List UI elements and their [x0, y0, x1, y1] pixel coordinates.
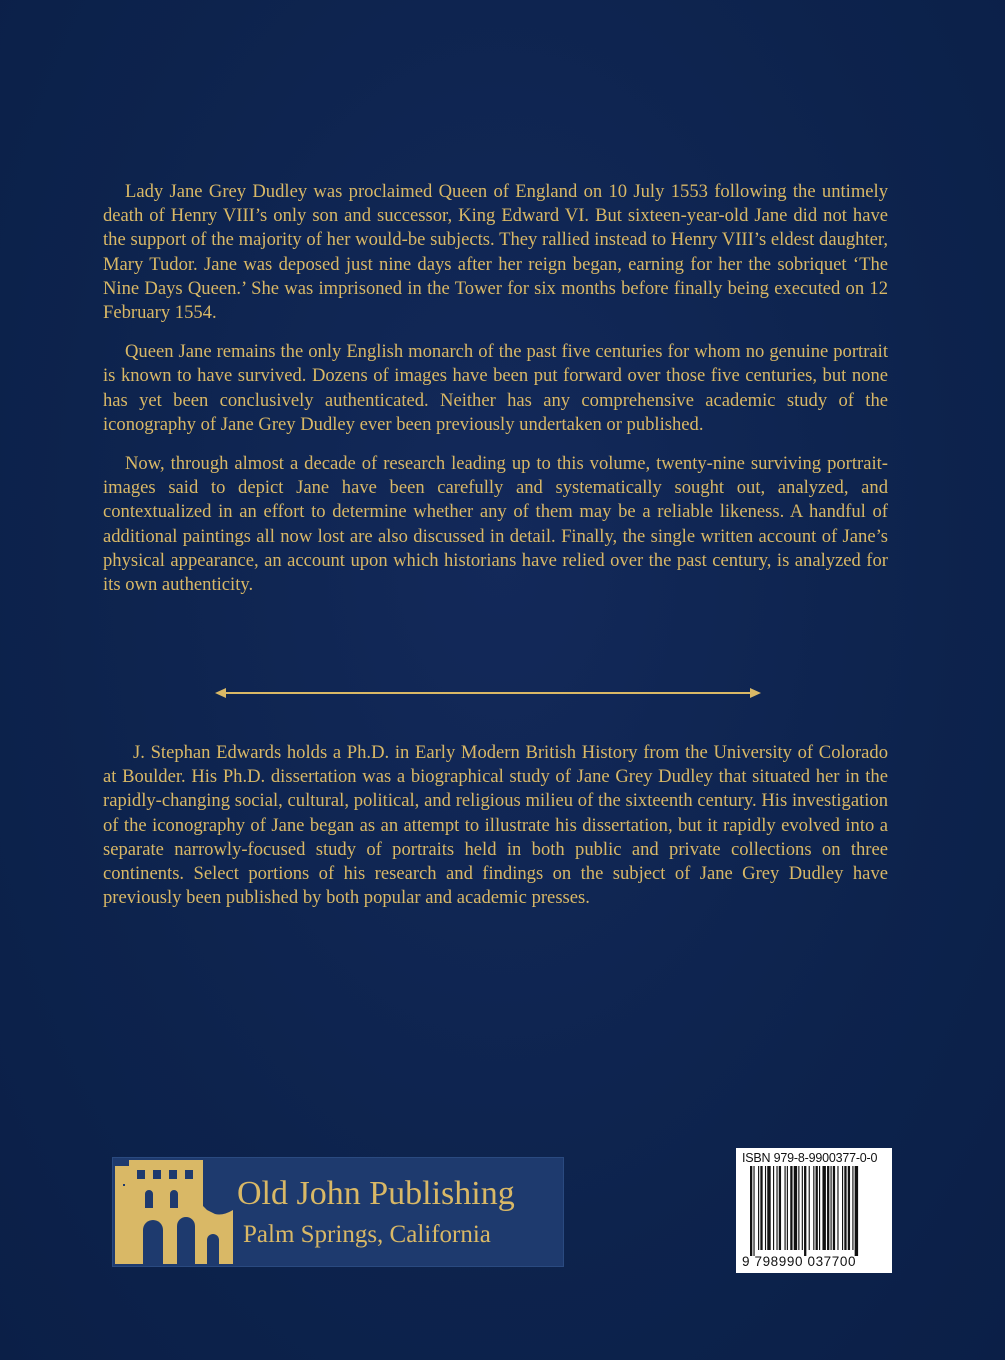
- publisher-location: Palm Springs, California: [243, 1221, 491, 1248]
- tower-icon: [115, 1160, 233, 1264]
- blurb-paragraph-2: Queen Jane remains the only English monarch of the past five centuries for whom no genuine portrait is known to have survived. Dozens of images have been put forward over those five centuries, but none has yet been conclusively authenticated. Neither has any comprehensive academic study of the iconography of Jane Grey Dudley ever been previously undertaken or published.: [103, 341, 888, 435]
- publisher-name: Old John Publishing: [237, 1175, 515, 1212]
- barcode-bars: [736, 1166, 892, 1256]
- author-bio-text: J. Stephan Edwards holds a Ph.D. in Early Modern British History from the University of Colorado at Boulder. His Ph.D. dissertation was a biographical study of Jane Grey Dudley that situated her in the rapidly-changing social, cultural, political, and religious milieu of the sixteenth century. His investigation of the iconography of Jane began as an attempt to illustrate his dissertation, but it rapidly evolved into a separate narrowly-focused study of portraits held in both public and private collections on three continents. Select portions of his research and findings on the subject of Jane Grey Dudley have previously been published by both popular and academic presses.: [103, 742, 888, 909]
- barcode-digits: 9 798990 037700: [742, 1254, 857, 1269]
- isbn-label: ISBN 979-8-9900377-0-0: [742, 1151, 878, 1165]
- book-blurb: [103, 180, 888, 612]
- double-arrow-divider: [215, 684, 761, 702]
- blurb-paragraph-3: Now, through almost a decade of research leading up to this volume, twenty-nine surviving portrait-images said to depict Jane have been carefully and systematically sought out, analyzed, and contextualized in an effort to determine whether any of them may be a reliable likeness. A handful of additional paintings all now lost are also discussed in detail. Finally, the single written account of Jane’s physical appearance, an account upon which historians have relied over the past century, is analyzed for its own authenticity.: [103, 453, 888, 596]
- author-bio: [103, 741, 888, 910]
- publisher-logo-panel: [112, 1157, 564, 1267]
- blurb-paragraph-1: Lady Jane Grey Dudley was proclaimed Queen of England on 10 July 1553 following the untimely death of Henry VIII’s only son and successor, King Edward VI. But sixteen-year-old Jane did not have the support of the majority of her would-be subjects. They rallied instead to Henry VIII’s eldest daughter, Mary Tudor. Jane was deposed just nine days after her reign began, earning for her the sobriquet ‘The Nine Days Queen.’ She was imprisoned in the Tower for six months before finally being executed on 12 February 1554.: [103, 181, 888, 324]
- isbn-barcode: [736, 1148, 892, 1273]
